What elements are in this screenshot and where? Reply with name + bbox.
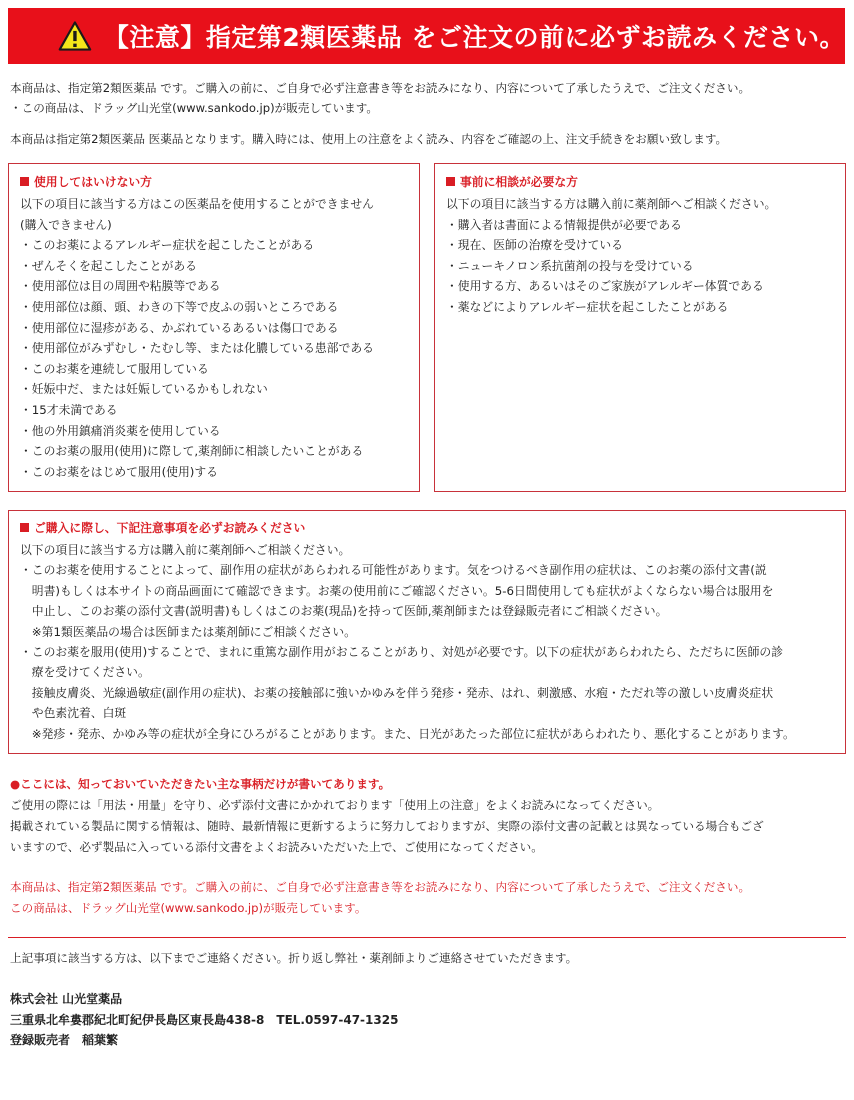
list-item: 以下の項目に該当する方は購入前に薬剤師へご相談ください。 bbox=[20, 543, 351, 557]
list-item: ・このお薬を使用することによって、副作用の症状があらわれる可能性があります。気をつけるべき副作用の症状は、このお薬の添付文書(説 bbox=[20, 563, 767, 578]
banner-title: 【注意】指定第2類医薬品 をご注文の前に必ずお読みください。 bbox=[103, 23, 845, 52]
list-item: ※第1類医薬品の場合は医師または薬剤師にご相談ください。 bbox=[20, 624, 356, 639]
consult-first-title: 事前に相談が必要な方 bbox=[446, 173, 833, 192]
list-item: 明書)もしくは本サイトの商品画面にて確認できます。お薬の使用前にご確認ください。5-6日間使用しても症状がよくならない場合は服用を bbox=[20, 583, 774, 598]
list-item: ・使用部位に湿疹がある、かぶれているあるいは傷口である bbox=[20, 320, 339, 335]
warning-banner bbox=[8, 8, 845, 64]
registered-seller: 登録販売者 稲葉繁 bbox=[10, 1033, 119, 1047]
list-item: (購入できません) bbox=[20, 217, 112, 232]
notice-line-1: ご使用の際には「用法・用量」を守り、必ず添付文書にかかれております「使用上の注意」をよくお読みになってください。 bbox=[10, 798, 660, 812]
list-item: 中止し、このお薬の添付文書(説明書)もしくはこのお薬(現品)を持って医師,薬剤師または登録販売者にご相談ください。 bbox=[20, 604, 668, 619]
intro-line-2: ・この商品は、ドラッグ山光堂(www.sankodo.jp)が販売しています。 bbox=[10, 101, 379, 115]
list-item: ・他の外用鎮痛消炎薬を使用している bbox=[20, 423, 221, 438]
divider bbox=[8, 937, 846, 938]
notice-line-3: いますので、必ず製品に入っている添付文書をよくお読みいただいた上で、ご使用になってください。 bbox=[10, 840, 543, 854]
list-item: ・ぜんそくを起こしたことがある bbox=[20, 258, 197, 273]
list-item: 以下の項目に該当する方は購入前に薬剤師へご相談ください。 bbox=[446, 197, 777, 211]
list-item: ・現在、医師の治療を受けている bbox=[446, 238, 623, 253]
company-address: 三重県北牟婁郡紀北町紀伊長島区東長島438-8 TEL.0597-47-1325 bbox=[10, 1013, 399, 1027]
square-bullet-icon bbox=[20, 177, 29, 186]
intro-line-1: 本商品は、指定第2類医薬品 です。ご購入の前に、ご自身で必ず注意書き等をお読みになり、内容について了承したうえで、ご注文ください。 bbox=[10, 81, 751, 95]
square-bullet-icon bbox=[20, 523, 29, 532]
purchase-precautions-box bbox=[8, 510, 846, 754]
list-item: ・ニューキノロン系抗菌剤の投与を受けている bbox=[446, 258, 694, 273]
notice-line-2: 掲載されている製品に関する情報は、随時、最新情報に更新するように努力しておりますが、実際の添付文書の記載とは異なっている場合もござ bbox=[10, 819, 764, 833]
list-item: ・このお薬を服用(使用)することで、まれに重篤な副作用がおこることがあり、対処が必要です。以下の症状があらわれたら、ただちに医師の診 bbox=[20, 645, 784, 660]
list-item: ・このお薬をはじめて服用(使用)する bbox=[20, 464, 218, 479]
list-item: ・このお薬によるアレルギー症状を起こしたことがある bbox=[20, 238, 315, 253]
list-item: ※発疹・発赤、かゆみ等の症状が全身にひろがることがあります。また、日光があたった部位に症状があらわれたり、悪化することがあります。 bbox=[20, 726, 795, 741]
not-allowed-title: 使用してはいけない方 bbox=[20, 173, 407, 192]
list-item: ・妊娠中だ、または妊娠しているかもしれない bbox=[20, 382, 268, 397]
list-item: や色素沈着、白斑 bbox=[20, 706, 127, 721]
square-bullet-icon bbox=[446, 177, 455, 186]
list-item: ・このお薬の服用(使用)に際して,薬剤師に相談したいことがある bbox=[20, 444, 364, 459]
list-item: ・購入者は書面による情報提供が必要である bbox=[446, 217, 682, 232]
warning-triangle-icon bbox=[58, 18, 92, 54]
purchase-precautions-title: ご購入に際し、下記注意事項を必ずお読みください bbox=[20, 519, 833, 538]
list-item: 以下の項目に該当する方はこの医薬品を使用することができません bbox=[20, 197, 374, 211]
list-item: ・使用部位がみずむし・たむし等、または化膿している患部である bbox=[20, 341, 374, 356]
list-item: ・15才未満である bbox=[20, 402, 118, 417]
list-item: ・薬などによりアレルギー症状を起こしたことがある bbox=[446, 299, 729, 314]
list-item: 接触皮膚炎、光線過敏症(副作用の症状)、お薬の接触部に強いかゆみを伴う発疹・発赤、はれ、刺激感、水疱・ただれ等の激しい皮膚炎症状 bbox=[20, 685, 774, 700]
red-notice-line-2: この商品は、ドラッグ山光堂(www.sankodo.jp)が販売しています。 bbox=[10, 901, 367, 915]
list-item: 療を受けてください。 bbox=[20, 665, 150, 680]
list-item: ・使用部位は顔、頭、わきの下等で皮ふの弱いところである bbox=[20, 299, 339, 314]
company-name: 株式会社 山光堂薬品 bbox=[10, 992, 123, 1006]
list-item: ・このお薬を連続して服用している bbox=[20, 361, 209, 376]
contact-intro: 上記事項に該当する方は、以下までご連絡ください。折り返し弊社・薬剤師よりご連絡させていただきます。 bbox=[10, 951, 578, 965]
red-notice-line-1: 本商品は、指定第2類医薬品 です。ご購入の前に、ご自身で必ず注意書き等をお読みになり、内容について了承したうえで、ご注文ください。 bbox=[10, 880, 751, 894]
list-item: ・使用する方、あるいはそのご家族がアレルギー体質である bbox=[446, 279, 764, 294]
not-allowed-box bbox=[8, 163, 420, 492]
intro-line-3: 本商品は指定第2類医薬品 医薬品となります。購入時には、使用上の注意をよく読み、内容をご確認の上、注文手続きをお願い致します。 bbox=[10, 132, 728, 146]
list-item: ・使用部位は目の周囲や粘膜等である bbox=[20, 279, 221, 294]
consult-first-box bbox=[434, 163, 846, 492]
notice-heading: ●ここには、知っておいていただきたい主な事柄だけが書いてあります。 bbox=[10, 777, 391, 791]
